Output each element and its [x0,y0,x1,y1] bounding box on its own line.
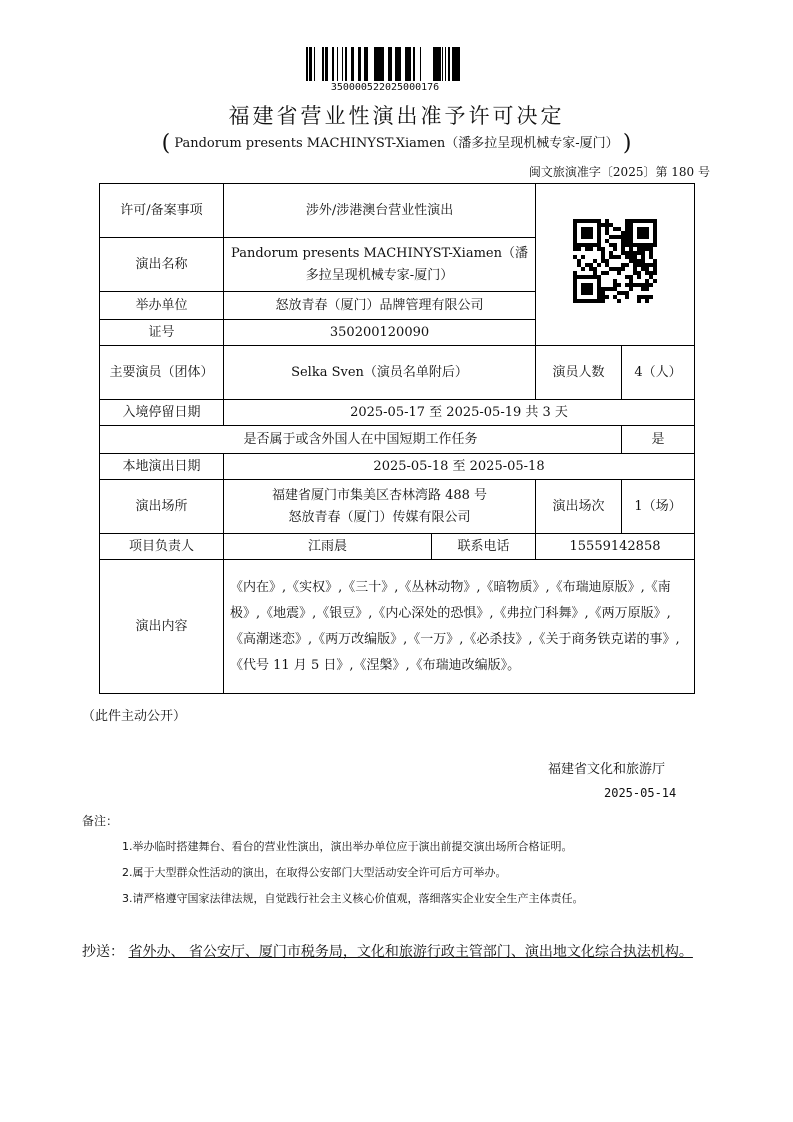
organizer-label: 举办单位 [100,292,224,320]
permit-type-label: 许可/备案事项 [100,184,224,238]
document-subtitle: ( Pandorum presents MACHINYST-Xiamen（潘多拉呈现机械专家-厦门） ) [161,131,632,156]
performer-count-label: 演员人数 [536,346,622,400]
organizer-value: 怒放青春（厦门）品牌管理有限公司 [224,292,536,320]
foreign-work-label: 是否属于或含外国人在中国短期工作任务 [100,426,622,454]
cc-section [82,938,722,966]
content-label: 演出内容 [100,560,224,694]
foreign-work-value: 是 [622,426,695,454]
venue-value [224,480,536,534]
stay-value: 2025-05-17 至 2025-05-19 共 3 天 [224,400,695,426]
cc-label: 抄送： [82,944,124,960]
phone-value: 15559142858 [536,534,695,560]
show-name-value: Pandorum presents MACHINYST-Xiamen（潘多拉呈现机械专家-厦门） [224,238,536,292]
issue-date: 2025-05-14 [604,786,677,800]
sessions-label: 演出场次 [536,480,622,534]
remark-item: 1.举办临时搭建舞台、看台的营业性演出，演出举办单位应于演出前提交演出场所合格证明。 [122,840,573,853]
subtitle-text: Pandorum presents MACHINYST-Xiamen（潘多拉呈现机械专家-厦门） [174,136,619,151]
local-date-value: 2025-05-18 至 2025-05-18 [224,454,695,480]
document-title: 福建省营业性演出准予许可决定 [228,104,565,128]
phone-label: 联系电话 [432,534,536,560]
remark-item: 3.请严格遵守国家法律法规，自觉践行社会主义核心价值观，落细落实企业安全生产主体责任。 [122,892,584,905]
barcode [306,47,462,81]
remarks-title: 备注： [82,814,119,828]
cert-label: 证号 [100,320,224,346]
manager-label: 项目负责人 [100,534,224,560]
barcode-number: 350000522025000176 [330,82,440,93]
cert-value: 350200120090 [224,320,536,346]
qr-cell [536,184,695,346]
permit-table [99,183,695,694]
performer-label: 主要演员（团体） [100,346,224,400]
document-number: 闽文旅演准字〔2025〕第 180 号 [528,165,710,179]
issuer: 福建省文化和旅游厅 [548,762,666,777]
show-name-label: 演出名称 [100,238,224,292]
performer-count-value: 4（人） [622,346,695,400]
remark-item: 2.属于大型群众性活动的演出，在取得公安部门大型活动安全许可后方可举办。 [122,866,507,879]
venue-company: 怒放青春（厦门）传媒有限公司 [288,509,471,525]
performer-value: Selka Sven（演员名单附后） [224,346,536,400]
qr-code-icon [573,219,657,303]
content-value: 《内在》,《实权》,《三十》,《丛林动物》,《暗物质》,《布瑞迪原版》,《南极》,《地震》,《银豆》,《内心深处的恐惧》,《弗拉门科舞》,《两万原版》,《高潮迷恋》,《两万改编版》,《一万》,《必杀技》,《关于商务铁克诺的事》,《代号 11 月 5 日》,《涅槃》,《布瑞迪改编版》。 [224,560,695,694]
permit-type-value: 涉外/涉港澳台营业性演出 [224,184,536,238]
venue-label: 演出场所 [100,480,224,534]
venue-address: 福建省厦门市集美区杏林湾路 488 号 [271,487,488,503]
public-note: （此件主动公开） [82,709,187,724]
local-date-label: 本地演出日期 [100,454,224,480]
cc-text: 省外办、 省公安厅、厦门市税务局，文化和旅游行政主管部门、演出地文化综合执法机构。 [128,944,693,960]
sessions-value: 1（场） [622,480,695,534]
manager-value: 江雨晨 [224,534,432,560]
stay-label: 入境停留日期 [100,400,224,426]
